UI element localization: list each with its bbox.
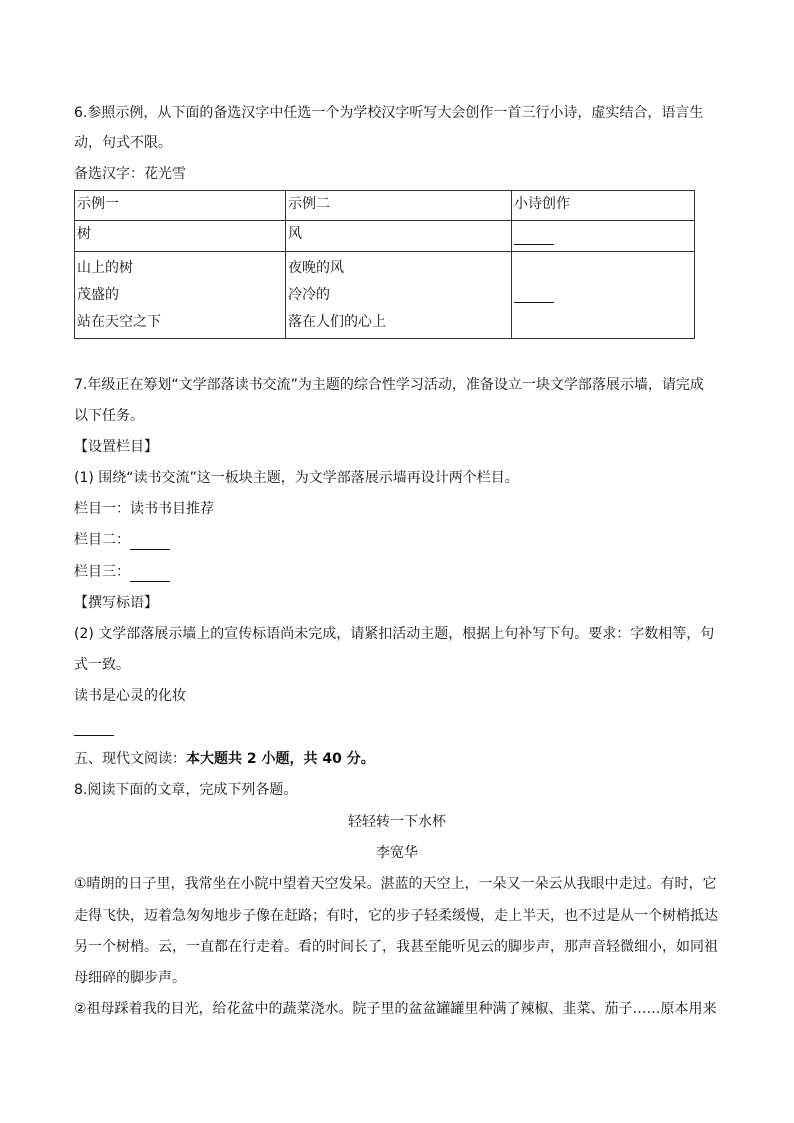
part5-heading-bold: 本大题共 2 小题，共 40 分。 bbox=[186, 751, 375, 767]
q6-prompt-line1: 6.参照示例，从下面的备选汉字中任选一个为学校汉字听写大会创作一首三行小诗，虚实结合，语言生 bbox=[74, 105, 704, 121]
q7-column2-row bbox=[74, 530, 170, 550]
example2-poem-line: 夜晚的风 bbox=[288, 260, 344, 276]
table-header-example1: 示例一 bbox=[75, 191, 286, 221]
q7-column3-label: 栏目三： bbox=[74, 564, 130, 580]
q7-section-slogan: 【撰写标语】 bbox=[74, 595, 158, 611]
q8-paragraph1-line1: ①晴朗的日子里，我常坐在小院中望着天空发呆。湛蓝的天空上，一朵又一朵云从我眼中走过。有时，它 bbox=[74, 876, 717, 892]
table-cell-example2-word: 风 bbox=[286, 221, 512, 252]
q8-intro: 8.阅读下面的文章，完成下列各题。 bbox=[74, 782, 298, 798]
q7-column2-blank[interactable] bbox=[130, 535, 170, 550]
example2-poem-line: 落在人们的心上 bbox=[288, 314, 386, 330]
q7-section-columns: 【设置栏目】 bbox=[74, 439, 158, 455]
table-header-poem: 小诗创作 bbox=[512, 191, 695, 221]
table-cell-poem-blank[interactable] bbox=[512, 252, 695, 339]
q7-column3-row bbox=[74, 562, 170, 582]
table-cell-poem-word-blank[interactable] bbox=[512, 221, 695, 252]
q7-task1: (1) 围绕“读书交流”这一板块主题，为文学部落展示墙再设计两个栏目。 bbox=[74, 470, 519, 486]
example1-poem-line: 站在天空之下 bbox=[77, 314, 161, 330]
part5-heading-prefix: 五、现代文阅读： bbox=[74, 751, 186, 767]
q8-paragraph1-line4: 母细碎的脚步声。 bbox=[74, 970, 186, 986]
table-header-example2: 示例二 bbox=[286, 191, 512, 221]
q7-slogan-answer-blank[interactable] bbox=[74, 735, 114, 736]
q8-article-title: 轻轻转一下水杯 bbox=[348, 814, 446, 830]
q7-slogan: 读书是心灵的化妆 bbox=[74, 688, 186, 704]
table-cell-example1-poem bbox=[75, 252, 286, 339]
part5-heading bbox=[74, 749, 375, 769]
q7-task2-line1: (2) 文学部落展示墙上的宣传标语尚未完成，请紧扣活动主题，根据上句补写下句。要求：字数相等，句 bbox=[74, 626, 715, 642]
q7-task2-line2: 式一致。 bbox=[74, 657, 130, 673]
q6-prompt-line2: 动，句式不限。 bbox=[74, 135, 172, 151]
example2-poem-line: 冷冷的 bbox=[288, 287, 330, 303]
q8-article-author: 李宽华 bbox=[376, 845, 418, 861]
q8-paragraph1-line3: 另一个树梢。云，一直都在行走着。看的时间长了，我甚至能听见云的脚步声，那声音轻微细小，如同祖 bbox=[74, 939, 718, 955]
q8-paragraph1-line2: 走得飞快，迈着急匆匆地步子像在赶路；有时，它的步子轻柔缓慢，走上半天，也不过是从一个树梢抵达 bbox=[74, 908, 718, 924]
q7-prompt-line2: 以下任务。 bbox=[74, 408, 144, 424]
q6-example-table bbox=[74, 190, 695, 339]
q6-candidates: 备选汉字：花光雪 bbox=[74, 166, 186, 182]
q8-paragraph2-line1: ②祖母踩着我的目光，给花盆中的蔬菜浇水。院子里的盆盆罐罐里种满了辣椒、韭菜、茄子……原本用来 bbox=[74, 1001, 717, 1017]
q7-column1: 栏目一：读书书目推荐 bbox=[74, 501, 214, 517]
q7-prompt-line1: 7.年级正在筹划“文学部落读书交流”为主题的综合性学习活动，准备设立一块文学部落展示墙，请完成 bbox=[74, 377, 704, 393]
q7-column2-label: 栏目二： bbox=[74, 532, 130, 548]
table-cell-example1-word: 树 bbox=[75, 221, 286, 252]
table-cell-example2-poem bbox=[286, 252, 512, 339]
example1-poem-line: 茂盛的 bbox=[77, 287, 119, 303]
q7-column3-blank[interactable] bbox=[130, 567, 170, 582]
example1-poem-line: 山上的树 bbox=[77, 260, 133, 276]
